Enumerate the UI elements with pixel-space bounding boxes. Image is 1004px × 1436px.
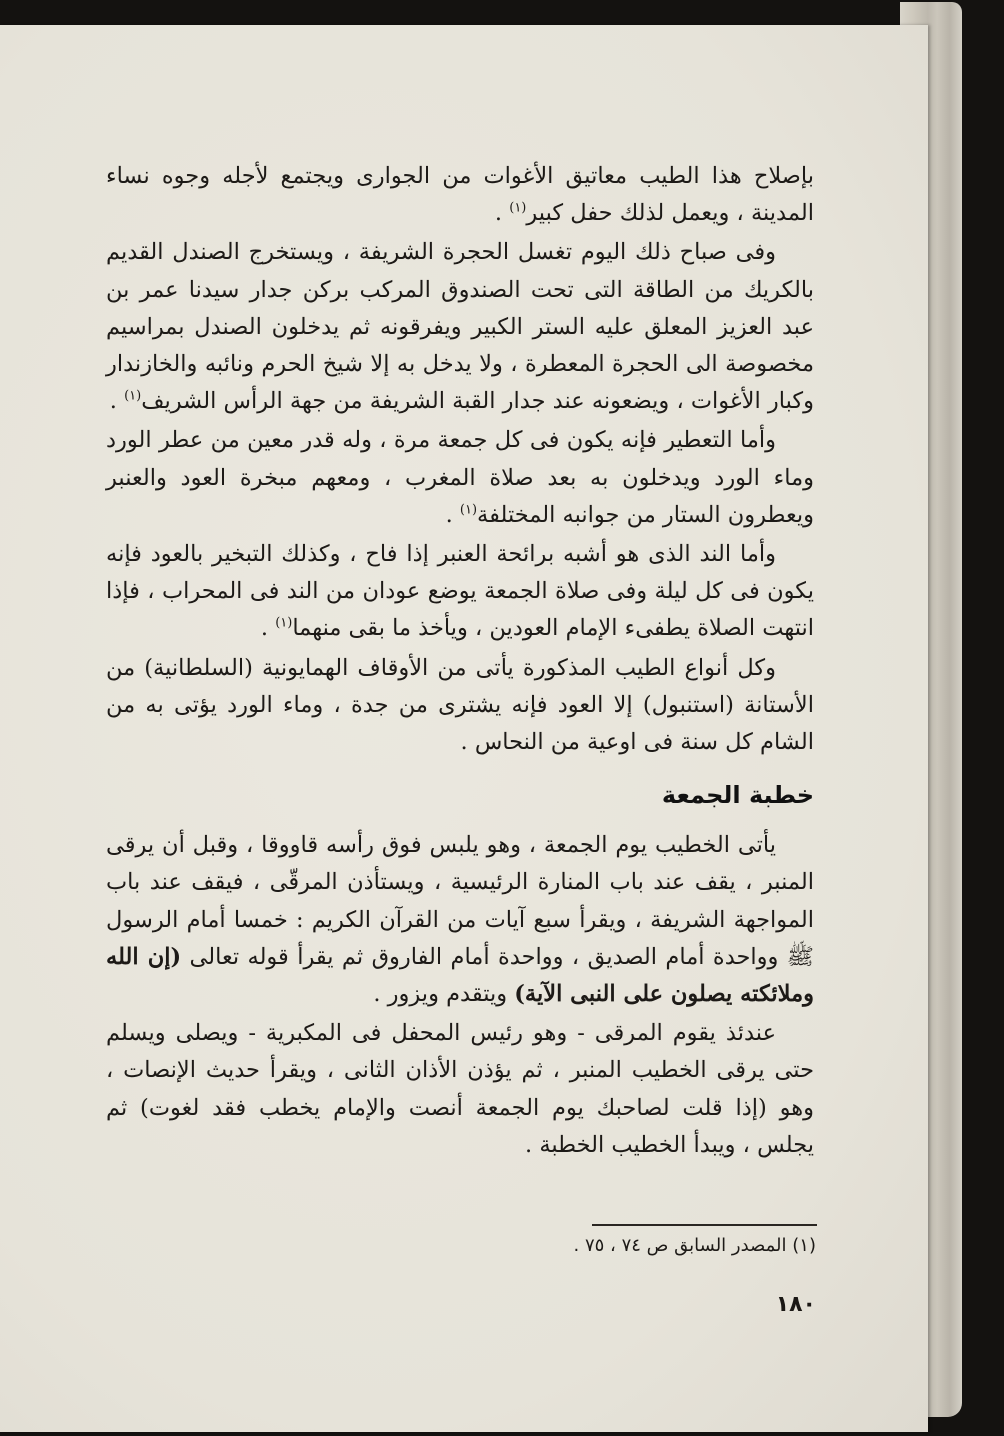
paragraph-khutba-start: عندئذ يقوم المرقى - وهو رئيس المحفل فى المكبرية - ويصلى ويسلم حتى يرقى الخطيب المنبر ، ثم يؤذن الأذان الثانى ، ويقرأ حديث الإنصات ، وهو (إذا قلت لصاحبك يوم الجمعة أنصت والإمام يخطب فقد لغوت) ثم يجلس ، ويبدأ الخطيب الخطبة .: [106, 1020, 814, 1158]
paragraph-perfume-sources: وكل أنواع الطيب المذكورة يأتى من الأوقاف الهمايونية (السلطانية) من الأستانة (استنبول) إلا العود فإنه يشترى من جدة ، وماء الورد يؤتى به من الشام كل سنة فى اوعية من النحاس .: [106, 654, 814, 756]
paragraph-incense: وأما الند الذى هو أشبه برائحة العنبر إذا فاح ، وكذلك التبخير بالعود فإنه يكون فى كل ليلة وفى صلاة الجمعة يوضع عودان من الند فى المحراب ، فإذا انتهت الصلاة يطفىء الإمام العودين ، ويأخذ ما بقى منهما$^{(١)}$ .: [106, 541, 814, 642]
footnote-ref[interactable]: (١): [459, 502, 478, 518]
paragraph-perfuming: وأما التعطير فإنه يكون فى كل جمعة مرة ، وله قدر معين من عطر الورد وماء الورد ويدخلون به بعد صلاة المغرب ، ومعهم مبخرة العود والعنبر ويعطرون الستار من جوانبه المختلفة$^{(١)}$ .: [106, 427, 814, 528]
page-number: ١٨٠: [775, 1292, 816, 1317]
footnote-divider: [592, 1224, 817, 1226]
footnote: (١) المصدر السابق ص ٧٤ ، ٧٥ .: [573, 1235, 816, 1256]
section-heading: خطبة الجمعة: [661, 781, 814, 810]
footnote-ref[interactable]: (١): [275, 615, 293, 631]
footnote-ref[interactable]: (١): [509, 200, 527, 216]
quran-quote: (إن الله وملائكته يصلون على النبى الآية): [106, 943, 814, 1008]
paragraph-washing-chamber: وفى صباح ذلك اليوم تغسل الحجرة الشريفة ، ويستخرج الصندل القديم بالكريك من الطاقة التى تحت الصندوق المركب بركن جدار سيدنا عمر بن عبد العزيز المعلق عليه الستر الكبير ويفرقونه ثم يدخلون الصندل بمراسيم مخصوصة الى الحجرة المعطرة ، ولا يدخل به إلا شيخ الحرم ونائبه والخازندار وكبار الأغوات ، ويضعونه عند جدار القبة الشريفة من جهة الرأس الشريف$^{(١)}$ .: [106, 239, 814, 415]
paragraph-khatib-arrival: يأتى الخطيب يوم الجمعة ، وهو يلبس فوق رأسه قاووقا ، وقبل أن يرقى المنبر ، يقف عند باب المنارة الرئيسية ، ويستأذن المرقّى ، فيقف عند باب المواجهة الشريفة ، ويقرأ سبع آيات من القرآن الكريم : خمسا أمام الرسول ﷺ وواحدة أمام الصديق ، وواحدة أمام الفاروق ثم يقرأ قوله تعالى (إن الله وملائكته يصلون على النبى الآية) ويتقدم ويزور .: [106, 832, 814, 1008]
paragraph-perfume-repair: بإصلاح هذا الطيب معاتيق الأغوات من الجوارى ويجتمع لأجله وجوه نساء المدينة ، ويعمل لذلك حفل كبير$^{(١)}$ .: [106, 163, 814, 227]
main-text: [106, 158, 814, 1164]
footnote-ref[interactable]: (١): [124, 388, 142, 404]
